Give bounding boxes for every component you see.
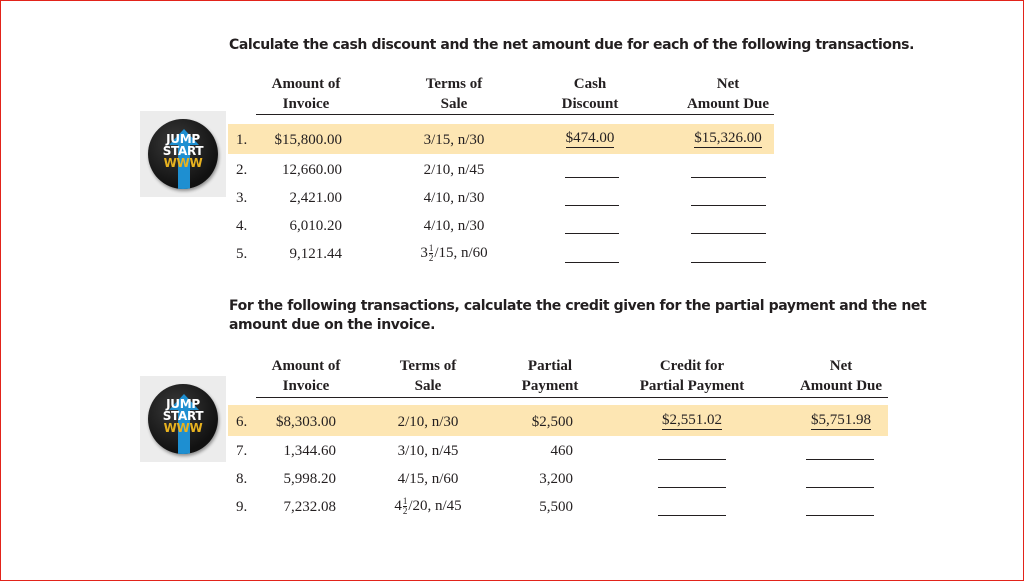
badge-line1: JUMP bbox=[166, 132, 200, 146]
badge-line3: WWW bbox=[163, 156, 203, 170]
header-credit-for-partial-payment: Credit for Partial Payment bbox=[639, 358, 745, 394]
badge-line2: START bbox=[162, 144, 204, 158]
header-rule bbox=[256, 397, 888, 398]
partial-payment: 460 bbox=[550, 443, 573, 459]
header-cash-discount: Cash Discount bbox=[561, 76, 619, 112]
credit-blank[interactable] bbox=[658, 515, 726, 516]
row-number: 8. bbox=[236, 471, 248, 487]
header-net-amount-due: Net Amount Due bbox=[686, 76, 770, 112]
cash-discount-blank[interactable] bbox=[565, 177, 619, 178]
net-amount-value: $5,751.98 bbox=[811, 412, 871, 428]
terms-of-sale: 4/10, n/30 bbox=[423, 218, 485, 234]
invoice-amount: 1,344.60 bbox=[283, 443, 336, 459]
row-number: 2. bbox=[236, 162, 248, 178]
partial-payment: 5,500 bbox=[539, 499, 573, 515]
net-amount-blank[interactable] bbox=[806, 487, 874, 488]
header-terms-of-sale: Terms of Sale bbox=[399, 358, 457, 394]
badge-line1: JUMP bbox=[166, 397, 200, 411]
row-number: 5. bbox=[236, 246, 248, 262]
section1-instruction: Calculate the cash discount and the net amount due for each of the following transactions. bbox=[229, 37, 915, 53]
credit-blank[interactable] bbox=[658, 459, 726, 460]
net-amount-blank[interactable] bbox=[691, 205, 766, 206]
jump-start-arrow-icon[interactable] bbox=[148, 119, 218, 189]
terms-of-sale: 2/10, n/45 bbox=[423, 162, 485, 178]
row-number: 9. bbox=[236, 499, 248, 515]
row-number: 6. bbox=[236, 414, 248, 430]
invoice-amount: 12,660.00 bbox=[282, 162, 342, 178]
invoice-amount: 6,010.20 bbox=[289, 218, 342, 234]
cash-discount-blank[interactable] bbox=[565, 262, 619, 263]
terms-of-sale: 3 $\frac{1}{2}$ /15, n/60 bbox=[420, 243, 488, 264]
header-amount-of-invoice: Amount of Invoice bbox=[271, 358, 341, 394]
header-amount-of-invoice: Amount of Invoice bbox=[271, 76, 341, 112]
net-amount-blank[interactable] bbox=[806, 515, 874, 516]
jump-start-arrow-icon[interactable] bbox=[148, 384, 218, 454]
invoice-amount: $15,800.00 bbox=[274, 132, 342, 148]
row-number: 4. bbox=[236, 218, 248, 234]
credit-blank[interactable] bbox=[658, 487, 726, 488]
net-amount-blank[interactable] bbox=[691, 262, 766, 263]
header-partial-payment: Partial Payment bbox=[521, 358, 579, 394]
header-rule bbox=[256, 114, 774, 115]
partial-payment: $2,500 bbox=[531, 414, 573, 430]
row-number: 1. bbox=[236, 132, 248, 148]
invoice-amount: 2,421.00 bbox=[289, 190, 342, 206]
partial-payment: 3,200 bbox=[539, 471, 573, 487]
invoice-amount: 9,121.44 bbox=[289, 246, 342, 262]
cash-discount-value: $474.00 bbox=[565, 130, 615, 146]
net-amount-blank[interactable] bbox=[691, 177, 766, 178]
terms-of-sale: 3/15, n/30 bbox=[423, 132, 485, 148]
invoice-amount: 5,998.20 bbox=[283, 471, 336, 487]
terms-of-sale: 3/10, n/45 bbox=[397, 443, 459, 459]
invoice-amount: $8,303.00 bbox=[276, 414, 336, 430]
header-net-amount-due: Net Amount Due bbox=[799, 358, 883, 394]
row-number: 3. bbox=[236, 190, 248, 206]
credit-value: $2,551.02 bbox=[662, 412, 722, 428]
net-amount-value: $15,326.00 bbox=[694, 130, 762, 146]
net-amount-blank[interactable] bbox=[691, 233, 766, 234]
invoice-amount: 7,232.08 bbox=[283, 499, 336, 515]
section2-instruction: For the following transactions, calculate the credit given for the partial payment and the net amount due on the invoice. bbox=[229, 298, 927, 333]
row-number: 7. bbox=[236, 443, 248, 459]
header-terms-of-sale: Terms of Sale bbox=[425, 76, 483, 112]
badge-line2: START bbox=[162, 409, 204, 423]
badge-line3: WWW bbox=[163, 421, 203, 435]
cash-discount-blank[interactable] bbox=[565, 233, 619, 234]
cash-discount-blank[interactable] bbox=[565, 205, 619, 206]
terms-of-sale: 2/10, n/30 bbox=[397, 414, 459, 430]
terms-of-sale: 4 $\frac{1}{2}$ /20, n/45 bbox=[394, 496, 462, 517]
terms-of-sale: 4/10, n/30 bbox=[423, 190, 485, 206]
terms-of-sale: 4/15, n/60 bbox=[397, 471, 459, 487]
net-amount-blank[interactable] bbox=[806, 459, 874, 460]
